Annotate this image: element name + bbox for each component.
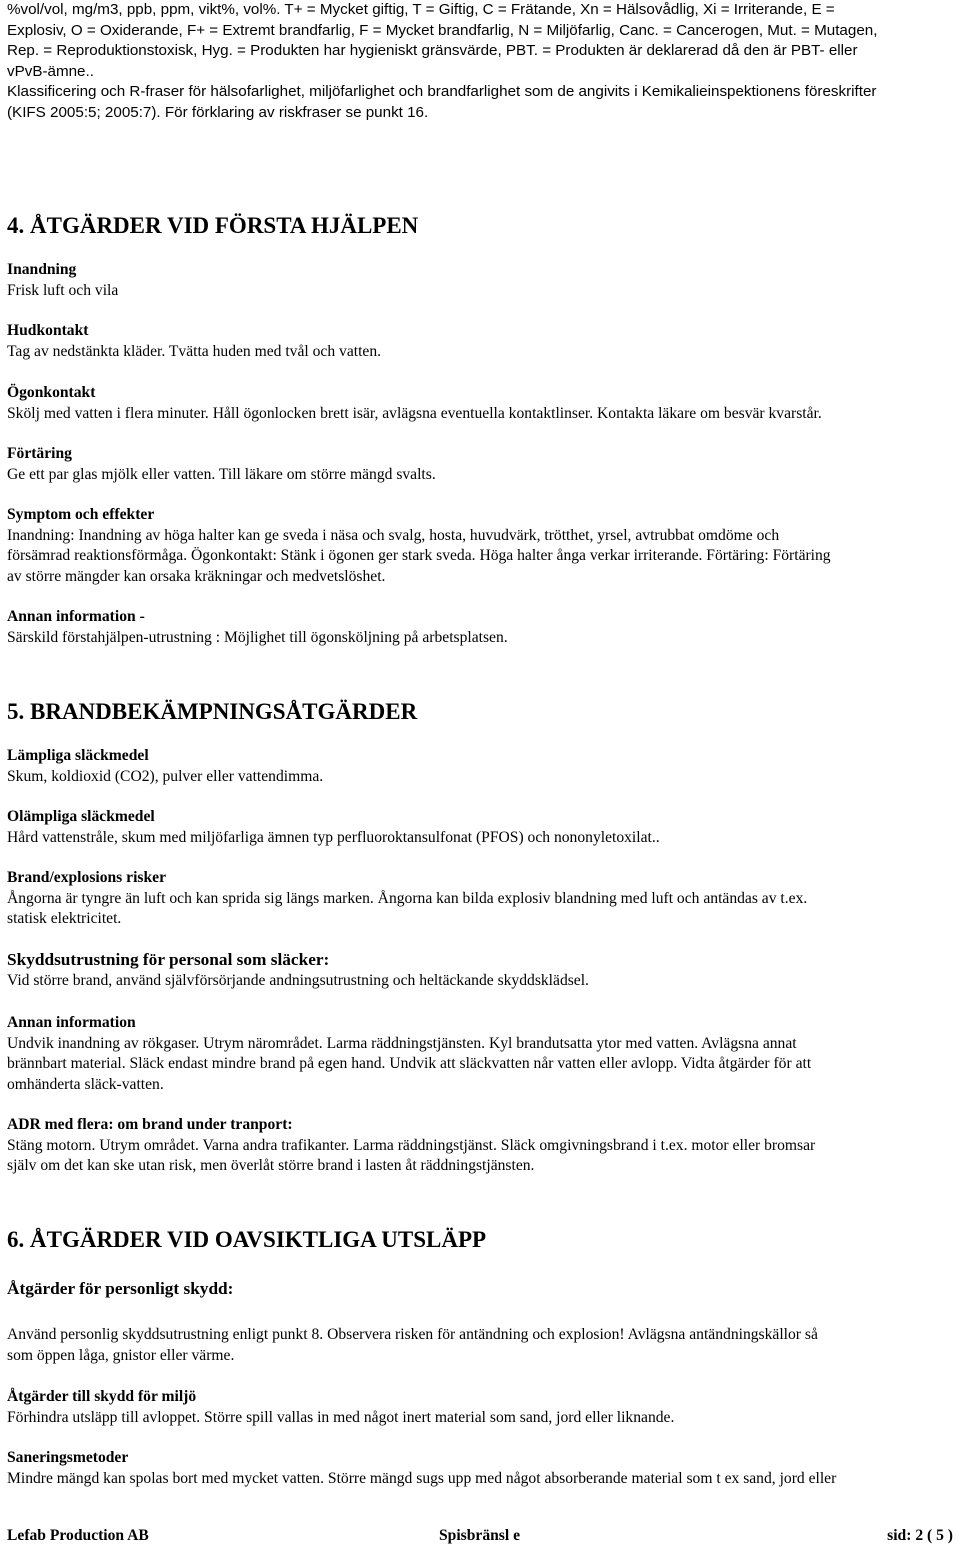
inhalation-heading: Inandning [7,261,77,278]
unsuitable-media-text: Hård vattenstråle, skum med miljöfarliga ämnen typ perfluoroktansulfonat (PFOS) och nononyletoxilat.. [7,828,660,846]
symptoms-line: Inandning: Inandning av höga halter kan ge sveda i näsa och svalg, hosta, huvudvärk, trötthet, yrsel, avtrubbat omdöme och [7,526,780,544]
personal-protection-text-block [7,1325,818,1366]
section-5-other-heading: Annan information [7,1014,136,1031]
personal-protection-line: som öppen låga, gnistor eller värme. [7,1346,235,1364]
suitable-media-heading: Lämpliga släckmedel [7,747,149,764]
abbreviation-line: vPvB-ämne.. [7,62,94,80]
adr-line: själv om det kan ske utan risk, men överlåt större brand i lasten åt räddningstjänsten. [7,1157,535,1175]
abbreviation-line: Rep. = Reproduktionstoxisk, Hyg. = Produkten har hygieniskt gränsvärde, PBT. = Produkten är deklarerad då den är PBT- eller [7,42,858,59]
fire-hazards-block [7,868,807,930]
section-6-title: 6. ÅTGÄRDER VID OAVSIKTLIGA UTSLÄPP [7,1227,487,1252]
ingestion-block [7,444,436,485]
symptoms-heading: Symptom och effekter [7,506,155,523]
environment-text: Förhindra utsläpp till avloppet. Större spill vallas in med något inert material som sand, jord eller liknande. [7,1408,675,1426]
adr-line: Stäng motorn. Utrym området. Varna andra trafikanter. Larma räddningstjänst. Släck omgivningsbrand i t.ex. motor eller bromsar [7,1136,816,1154]
section-5-other-line: omhänderta släck-vatten. [7,1075,164,1093]
eye-text: Skölj med vatten i flera minuter. Håll ögonlocken brett isär, avlägsna eventuella kontaktlinser. Kontakta läkare om besvär kvarstår. [7,404,822,422]
eye-heading: Ögonkontakt [7,384,96,401]
section-5-other-block [7,1013,811,1095]
cleanup-block [7,1448,836,1489]
cleanup-heading: Saneringsmetoder [7,1449,129,1466]
section-4-other-heading: Annan information - [7,608,145,625]
classification-line: (KIFS 2005:5; 2005:7). För förklaring av riskfraser se punkt 16. [7,103,429,121]
eye-block [7,383,822,424]
protective-equipment-block [7,949,589,992]
abbreviation-line: Explosiv, O = Oxiderande, F+ = Extremt brandfarlig, F = Mycket brandfarlig, N = Miljöfarlig, Canc. = Cancerogen, Mut. = Mutagen, [7,21,878,39]
adr-block [7,1115,815,1177]
skin-text: Tag av nedstänkta kläder. Tvätta huden med tvål och vatten. [7,342,382,360]
footer-page-number: sid: 2 ( 5 ) [887,1527,953,1544]
symptoms-line: försämrad reaktionsförmåga. Ögonkontakt: Stänk i ögonen ger stark sveda. Höga halter ånga verkar irriterande. Förtäring: Förtäring [7,547,831,565]
adr-heading: ADR med flera: om brand under tranport: [7,1116,293,1133]
section-5-other-line: brännbart material. Släck endast mindre brand på egen hand. Undvik att släckvatten når vatten eller avlopp. Vidta åtgärder för att [7,1055,812,1073]
symptoms-block [7,505,831,587]
suitable-media-text: Skum, koldioxid (CO2), pulver eller vattendimma. [7,767,324,785]
suitable-media-block [7,746,323,787]
cleanup-text: Mindre mängd kan spolas bort med mycket vatten. Större mängd sugs upp med något absorberande material som t ex sand, jord eller [7,1469,837,1487]
footer-company: Lefab Production AB [7,1527,149,1544]
personal-protection-heading-block [7,1278,233,1300]
section-5-other-line: Undvik inandning av rökgaser. Utrym närområdet. Larma räddningstjänsten. Kyl brandutsatta ytor med vatten. Avlägsna annat [7,1034,797,1052]
fire-hazards-line: Ångorna är tyngre än luft och kan sprida sig längs marken. Ångorna kan bilda explosiv blandning med luft och antändas av t.ex. [7,889,808,907]
ingestion-text: Ge ett par glas mjölk eller vatten. Till läkare om större mängd svalts. [7,465,436,483]
abbreviations-block [7,0,877,123]
skin-heading: Hudkontakt [7,322,89,339]
environment-heading: Åtgärder till skydd för miljö [7,1388,197,1405]
section-5-title: 5. BRANDBEKÄMPNINGSÅTGÄRDER [7,699,418,724]
abbreviation-line: %vol/vol, mg/m3, ppb, ppm, vikt%, vol%. T+ = Mycket giftig, T = Giftig, C = Frätande, Xn = Hälsovådlig, Xi = Irriterande, E = [7,1,835,18]
classification-line: Klassificering och R-fraser för hälsofarlighet, miljöfarlighet och brandfarlighet som de angivits i Kemikalieinspektionens föreskrifter [7,83,877,100]
section-4-other-block [7,607,508,648]
ingestion-heading: Förtäring [7,445,72,462]
skin-block [7,321,381,362]
section-4-other-text: Särskild förstahjälpen-utrustning : Möjlighet till ögonsköljning på arbetsplatsen. [7,628,508,646]
inhalation-text: Frisk luft och vila [7,281,119,299]
footer-product: Spisbränsl e [439,1527,521,1544]
protective-equipment-heading: Skyddsutrustning för personal som släcker: [7,950,330,969]
section-4-title: 4. ÅTGÄRDER VID FÖRSTA HJÄLPEN [7,213,419,238]
fire-hazards-heading: Brand/explosions risker [7,869,166,886]
environment-block [7,1387,674,1428]
unsuitable-media-block [7,807,660,848]
protective-equipment-text: Vid större brand, använd självförsörjande andningsutrustning och heltäckande skyddsklädsel. [7,972,589,989]
personal-protection-heading: Åtgärder för personligt skydd: [7,1279,234,1298]
unsuitable-media-heading: Olämpliga släckmedel [7,808,155,825]
personal-protection-line: Använd personlig skyddsutrustning enligt punkt 8. Observera risken för antändning och explosion! Avlägsna antändningskällor så [7,1326,818,1343]
fire-hazards-line: statisk elektricitet. [7,910,122,928]
inhalation-block [7,260,118,301]
symptoms-line: av större mängder kan orsaka kräkningar och medvetslöshet. [7,567,386,585]
